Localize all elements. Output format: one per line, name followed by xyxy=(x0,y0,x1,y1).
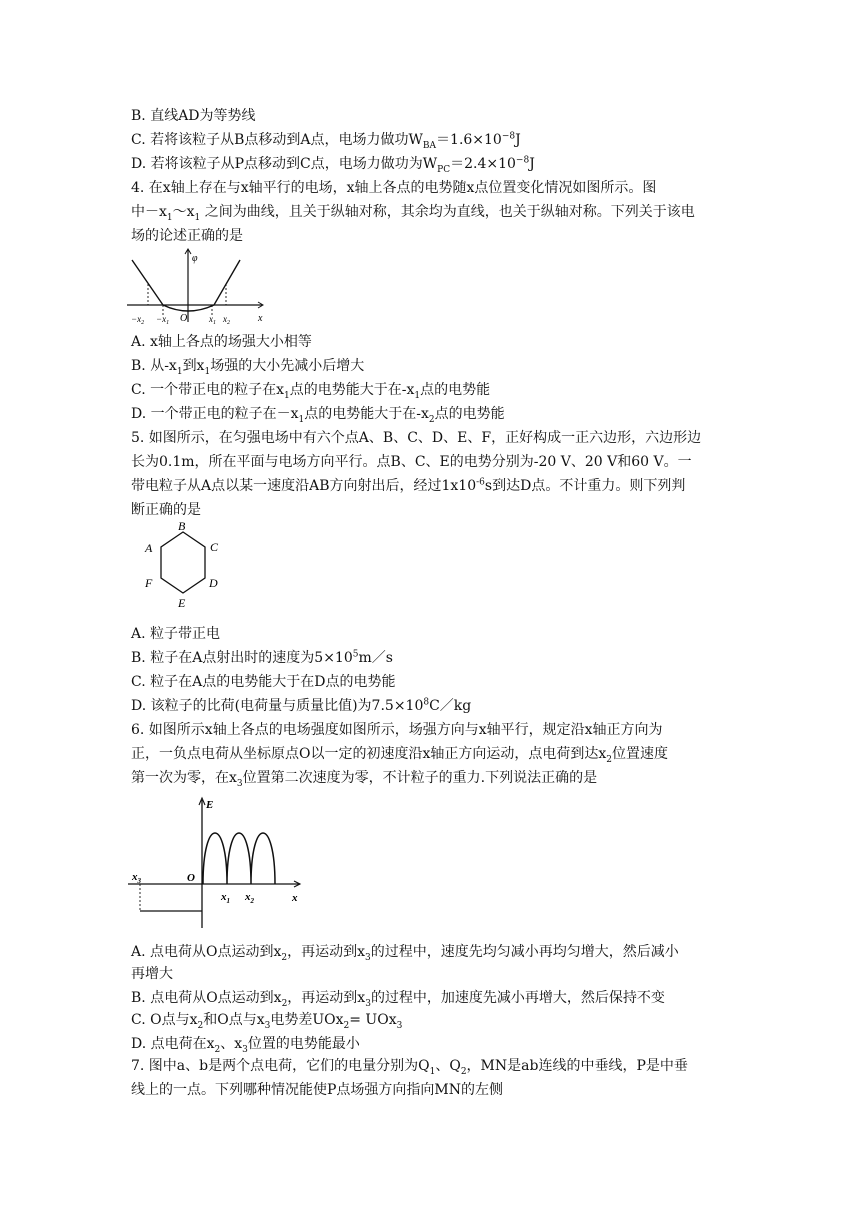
q5-option-a: A. 粒子带正电 xyxy=(131,626,221,642)
q6-option-b: B. 点电荷从O点运动到$x_2$，再运动到$x_3$的过程中，加速度先减小再增大，然后保持不变 xyxy=(131,990,665,1009)
q4-potential-graph xyxy=(122,248,272,328)
q4-option-d: D. 一个带正电的粒子在$-x_1$点的电势能大于在$-x_2$点的电势能 xyxy=(131,406,505,425)
point-c-label: C xyxy=(210,540,219,554)
q6-stem-line-3: 第一次为零，在$x_3$位置第二次速度为零，不计粒子的重力.下列说法正确的是 xyxy=(131,770,598,789)
point-e-label: E xyxy=(178,596,186,610)
q4-option-c: C. 一个带正电的粒子在$x_1$点的电势能大于在$-x_1$点的电势能 xyxy=(131,382,491,401)
q6-option-c: C. O点与$x_2$和O点与$x_3$电势差UOx$_2$= UOx$_3$ xyxy=(131,1012,403,1031)
q4-option-b: B. 从$-x_1$到$x_1$场强的大小先减小后增大 xyxy=(131,358,365,377)
neg-x1-label: $-x_1$ xyxy=(156,314,170,326)
q5-stem-line-3: 带电粒子从A点以某一速度沿AB方向射出后，经过$1x10^{-6}s$到达D点。不计重力。则下列判 xyxy=(131,477,686,494)
q5-option-c: C. 粒子在A点的电势能大于在D点的电势能 xyxy=(131,674,396,690)
q4-option-a: A. x轴上各点的场强大小相等 xyxy=(131,334,312,350)
q5-stem-line-2: 长为0.1m，所在平面与电场方向平行。点B、C、E的电势分别为-20 V、20 V和60 V。一 xyxy=(131,454,692,470)
x1-label: $x_1$ xyxy=(221,891,230,905)
x1-label: $x_1$ xyxy=(209,314,216,326)
x-label: x xyxy=(292,892,298,904)
q6-stem-line-2: 正，一负点电荷从坐标原点O以一定的初速度沿x轴正方向运动，点电荷到达$x_2$位置速度 xyxy=(131,746,669,765)
point-a-label: A xyxy=(145,541,153,555)
hexagon xyxy=(161,532,205,593)
q6-field-graph xyxy=(126,794,306,928)
x3-label: $x_3$ xyxy=(132,871,141,885)
q7-stem-line-1: 7. 图中a、b是两个点电荷，它们的电量分别为$Q_1$、$Q_2$，MN是ab连线的中垂线，P是中垂 xyxy=(131,1058,688,1077)
q4-stem-line-1: 4. 在x轴上存在与x轴平行的电场，x轴上各点的电势随x点位置变化情况如图所示。图 xyxy=(131,180,657,196)
q4-stem-line-2: 中$-x_1\sim x_1$ 之间为曲线，且关于纵轴对称，其余均为直线，也关于纵轴对称。下列关于该电 xyxy=(131,204,695,223)
q5-option-b: B. 粒子在A点射出时的速度为$5\times 10^5m/s$ xyxy=(131,649,393,666)
q5-stem-line-4: 断正确的是 xyxy=(131,502,201,518)
q3-option-d: D. 若将该粒子从P点移动到C点，电场力做功为$W_{PC}=2.4\times 10^{-8}J$ xyxy=(131,155,535,175)
q5-stem-line-1: 5. 如图所示，在匀强电场中有六个点A、B、C、D、E、F，正好构成一正六边形，六边形边 xyxy=(131,430,702,446)
q7-stem-line-2: 线上的一点。下列哪种情况能使P点场强方向指向MN的左侧 xyxy=(131,1082,504,1098)
field-curve xyxy=(203,833,275,884)
q6-stem-line-1: 6. 如图所示x轴上各点的电场强度如图所示，场强方向与x轴平行，规定沿x轴正方向为 xyxy=(131,722,663,738)
origin-label: O xyxy=(180,313,188,324)
x-label: x xyxy=(258,313,263,324)
point-d-label: D xyxy=(209,576,218,590)
q5-option-d: D. 该粒子的比荷(电荷量与质量比值)为$7.5\times 10^8C/kg$ xyxy=(131,697,472,714)
q5-hexagon-figure xyxy=(140,520,240,612)
origin-label: O xyxy=(187,872,195,884)
x2-label: $x_2$ xyxy=(245,891,254,905)
q3-option-c: C. 若将该粒子从B点移动到A点，电场力做功$W_{BA}=1.6\times 10^{-8}J$ xyxy=(131,131,521,151)
neg-x2-label: $-x_2$ xyxy=(131,314,145,326)
point-b-label: B xyxy=(178,520,186,533)
q3-option-b: B. 直线AD为等势线 xyxy=(131,108,256,124)
phi-label: φ xyxy=(192,253,198,264)
q4-stem-line-3: 场的论述正确的是 xyxy=(131,228,243,244)
q6-option-a-line-1: A. 点电荷从O点运动到$x_2$，再运动到$x_3$的过程中，速度先均匀减小再均匀增大，然后减小 xyxy=(131,944,679,963)
x2-label: $x_2$ xyxy=(223,314,230,326)
q6-option-d: D. 点电荷在$x_2$、$x_3$位置的电势能最小 xyxy=(131,1036,360,1055)
q6-option-a-line-2: 再增大 xyxy=(131,966,173,982)
e-label: E xyxy=(206,799,214,811)
point-f-label: F xyxy=(145,576,153,590)
